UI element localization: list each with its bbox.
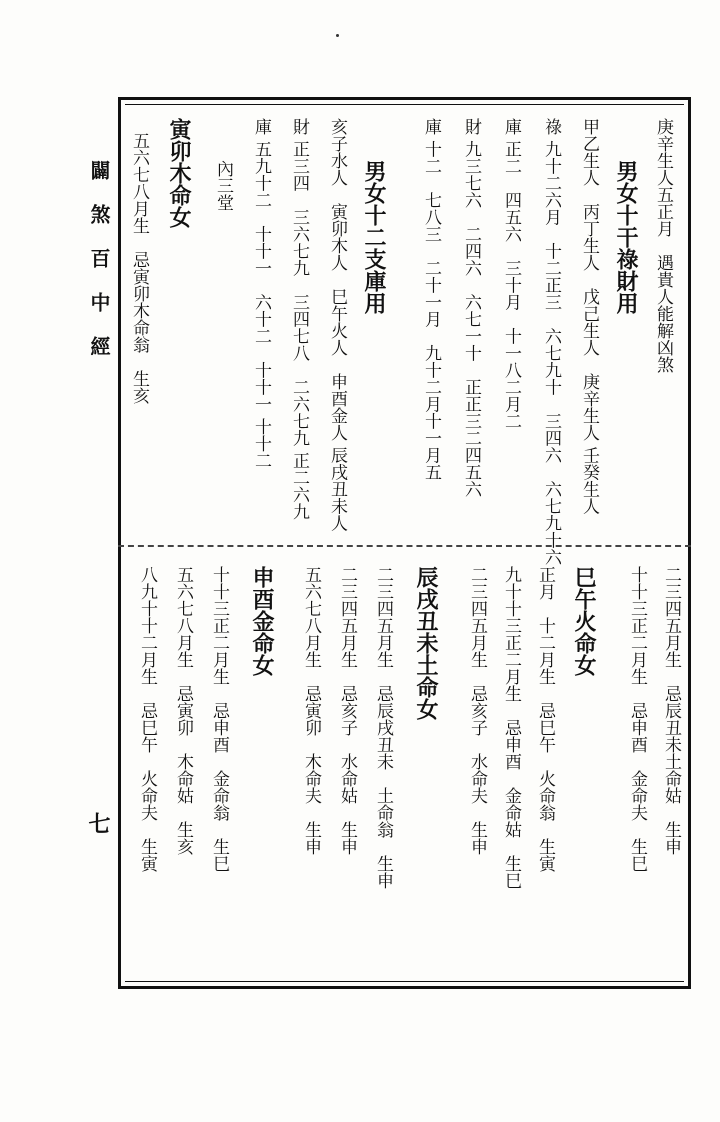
earth-line-2: 二三四五月生 忌亥子 水命姑 生申 xyxy=(337,566,357,855)
earth-line-3: 五六七八月生 忌寅卯 木命夫 生申 xyxy=(301,566,321,855)
branches-line-1: 亥子水人 寅卯木人 巳午火人 申酉金人 辰戌丑未人 xyxy=(327,118,347,532)
metal-line-1: 十十三正二月生 忌申酉 金命翁 生巳 xyxy=(209,566,229,872)
fire-line-0a: 二三四五月生 忌辰丑未土命姑 生申 xyxy=(661,566,681,855)
fire-line-2: 九十十三正二月生 忌申酉 金命姑 生巳 xyxy=(501,566,521,889)
heading-fire-woman: 巳午火命女 xyxy=(571,566,597,676)
stems-line-4: 財 九三七六 二四六 六七一十 正正三二四五六 xyxy=(461,118,481,498)
branches-line-3: 庫 五九十二 十十一 六十二 十十一 十十二 xyxy=(251,118,271,469)
heading-branches: 男女十二支庫用 xyxy=(361,160,387,314)
heading-earth-woman: 辰戌丑未土命女 xyxy=(413,566,439,720)
metal-line-2: 五六七八月生 忌寅卯 木命姑 生亥 xyxy=(173,566,193,855)
heading-metal-woman: 申酉金命女 xyxy=(249,566,275,676)
metal-line-3: 八九十十二月生 忌巳午 火命夫 生寅 xyxy=(137,566,157,872)
stems-line-3: 庫 正二 四五六 三十月 十一八二月二 xyxy=(501,118,521,430)
stems-line-1: 甲乙生人 丙丁生人 戊己生人 庚辛生人 壬癸生人 xyxy=(579,118,599,515)
page-number: 七 xyxy=(85,812,111,834)
branches-line-2: 財 正三四 三六七九 三四七八 二六七九 正二六九 xyxy=(289,118,309,520)
frame-rule-top xyxy=(125,104,684,105)
earth-line-1: 二三四五月生 忌辰戌丑未 土命翁 生申 xyxy=(373,566,393,889)
section-divider xyxy=(118,545,691,547)
fire-line-3: 二三四五月生 忌亥子 水命夫 生申 xyxy=(467,566,487,855)
book-title: 闢煞百中經 xyxy=(87,160,111,380)
intro-line: 庚辛生人五正月 遇貴人能解凶煞 xyxy=(653,118,673,373)
heading-wood-woman: 寅卯木命女 xyxy=(166,118,192,228)
stems-line-2: 祿 九十二六月 十二正三 六七九十 三四六 六七九十六 xyxy=(541,118,561,566)
frame-rule-bottom xyxy=(125,981,684,982)
fire-line-0b: 十十三正二月生 忌申酉 金命夫 生巳 xyxy=(627,566,647,872)
fire-line-1: 正月 十二月生 忌巳午 火命翁 生寅 xyxy=(535,566,555,872)
heading-stems: 男女十干祿財用 xyxy=(613,160,639,314)
wood-woman-line: 五六七八月生 忌寅卯木命翁 生亥 xyxy=(129,132,149,404)
inner-hall: 內三堂 xyxy=(213,160,233,211)
page-spine xyxy=(84,160,114,1060)
page-frame xyxy=(118,97,691,989)
stems-line-5: 庫 十二 七八三 二十一月 九十二月十一月五 xyxy=(421,118,441,481)
speck xyxy=(336,34,339,37)
